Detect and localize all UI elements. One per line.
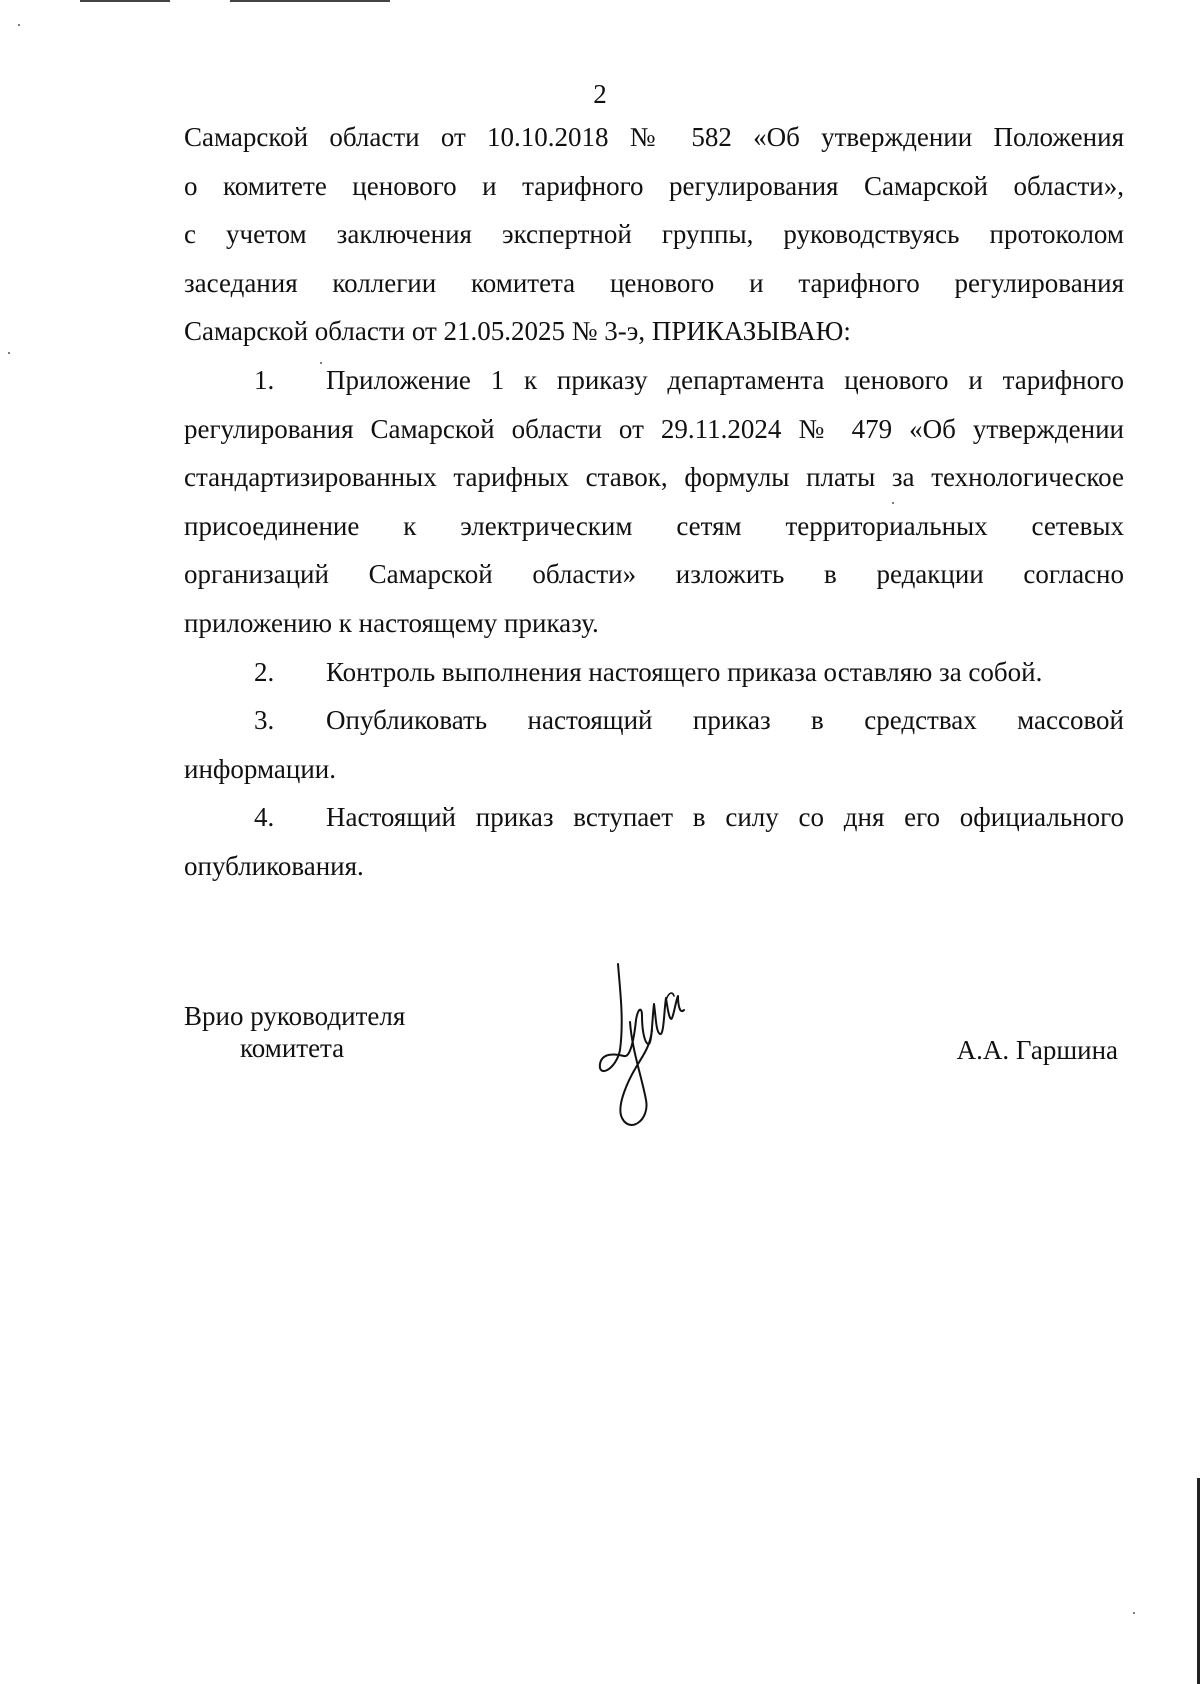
item-number: 3. [254,705,275,736]
intro-line: заседания коллегии комитета ценового и тарифного регулирования [184,267,1124,298]
intro-line: Самарской области от 10.10.2018 № 582 «Об утверждении Положения [184,122,1124,152]
item-line [184,793,1124,842]
position-line: Врио руководителя [184,1001,406,1031]
order-item-3 [184,696,1124,793]
item-text: Опубликовать настоящий приказ в средствах массовой [326,705,1124,736]
item-line: стандартизированных тарифных ставок, формулы платы за технологическое [184,462,1124,493]
item-number: 4. [254,802,275,833]
scan-artifact-line [230,0,390,2]
scan-speck [1133,1612,1135,1614]
item-line: информации. [184,753,336,784]
scan-speck [18,24,20,26]
item-line: присоединение к электрическим сетям территориальных сетевых [184,510,1124,541]
position-line: комитета [240,1033,345,1063]
intro-line: с учетом заключения экспертной группы, руководствуясь протоколом [184,219,1124,250]
page-number: 2 [593,79,607,109]
signatory-position [184,1000,405,1064]
item-line: приложению к настоящему приказу. [184,607,599,638]
item-line: организаций Самарской области» изложить в редакции согласно [184,559,1124,590]
intro-line: Самарской области от 21.05.2025 № 3-э, ПРИКАЗЫВАЮ: [184,316,851,347]
signatory-name: А.А. Гаршина [956,1035,1118,1065]
order-item-2 [184,648,1124,697]
item-line [184,356,1124,405]
intro-line: о комитете ценового и тарифного регулирования Самарской области», [184,170,1124,201]
item-line [184,696,1124,745]
scan-speck [8,352,10,354]
order-item-4 [184,793,1124,890]
item-text: Приложение 1 к приказу департамента ценового и тарифного [326,364,1124,395]
item-number: 1. [254,364,275,395]
intro-paragraph [184,113,1124,356]
handwritten-signature [590,960,700,1132]
item-text: Контроль выполнения настоящего приказа оставляю за собой. [326,656,1043,687]
scan-artifact-line [80,0,170,2]
item-line: регулирования Самарской области от 29.11.2024 № 479 «Об утверждении [184,413,1124,444]
item-line [184,648,1124,697]
item-line: опубликования. [184,850,364,881]
item-text: Настоящий приказ вступает в силу со дня его официального [326,802,1124,833]
order-body [184,113,1124,891]
item-number: 2. [254,656,275,687]
order-item-1 [184,356,1124,648]
